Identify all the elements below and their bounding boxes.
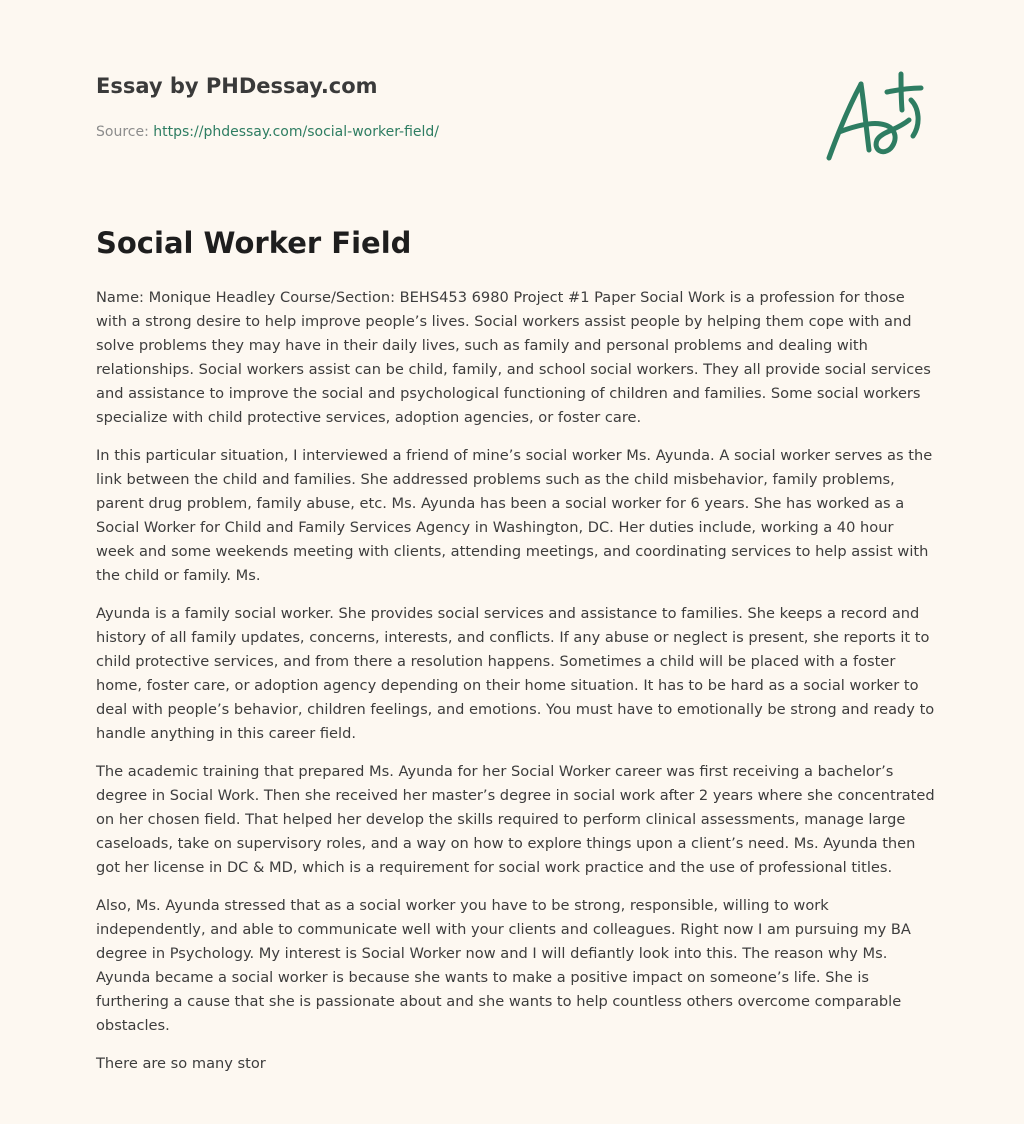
- a-plus-logo-icon: [825, 70, 930, 165]
- essay-paragraph-3: Ayunda is a family social worker. She provides social services and assistance to families. She keeps a record and history of all family updates, concerns, interests, and conflicts. If any abuse or neglect is present, she reports it to child protective services, and from there a resolution happens. Sometimes a child will be placed with a foster home, foster care, or adoption agency depending on their home situation. It has to be hard as a social worker to deal with people’s behavior, children feelings, and emotions. You must have to emotionally be strong and ready to handle anything in this career field.: [96, 605, 935, 742]
- essay-title: Social Worker Field: [96, 226, 412, 260]
- source-link[interactable]: https://phdessay.com/social-worker-field/: [153, 124, 440, 140]
- essay-paragraph-2: In this particular situation, I interviewed a friend of mine’s social worker Ms. Ayunda. A social worker serves as the link between the child and families. She addressed problems such as the child misbehavior, family problems, parent drug problem, family abuse, etc. Ms. Ayunda has been a social worker for 6 years. She has worked as a Social Worker for Child and Family Services Agency in Washington, DC. Her duties include, working a 40 hour week and some weekends meeting with clients, attending meetings, and coordinating services to help assist with the child or family. Ms.: [96, 447, 933, 584]
- site-title: Essay by PHDessay.com: [96, 74, 378, 98]
- essay-paragraph-5: Also, Ms. Ayunda stressed that as a social worker you have to be strong, responsible, willing to work independently, and able to communicate well with your clients and colleagues. Right now I am pursuing my BA degree in Psychology. My interest is Social Worker now and I will defiantly look into this. The reason why Ms. Ayunda became a social worker is because she wants to make a positive impact on someone’s life. She is furthering a cause that she is passionate about and she wants to help countless others overcome comparable obstacles.: [96, 897, 911, 1034]
- essay-paragraph-6: There are so many stor: [96, 1055, 266, 1072]
- source-label: Source:: [96, 124, 149, 140]
- essay-paragraph-4: The academic training that prepared Ms. Ayunda for her Social Worker career was first receiving a bachelor’s degree in Social Work. Then she received her master’s degree in social work after 2 years where she concentrated on her chosen field. That helped her develop the skills required to perform clinical assessments, manage large caseloads, take on supervisory roles, and a way on how to explore things upon a client’s need. Ms. Ayunda then got her license in DC & MD, which is a requirement for social work practice and the use of professional titles.: [96, 763, 935, 876]
- essay-body: [96, 286, 936, 1090]
- essay-paragraph-1: Name: Monique Headley Course/Section: BEHS453 6980 Project #1 Paper Social Work is a profession for those with a strong desire to help improve people’s lives. Social workers assist people by helping them cope with and solve problems they may have in their daily lives, such as family and personal problems and dealing with relationships. Social workers assist can be child, family, and school social workers. They all provide social services and assistance to improve the social and psychological functioning of children and families. Some social workers specialize with child protective services, adoption agencies, or foster care.: [96, 289, 931, 426]
- source-line: [96, 124, 439, 140]
